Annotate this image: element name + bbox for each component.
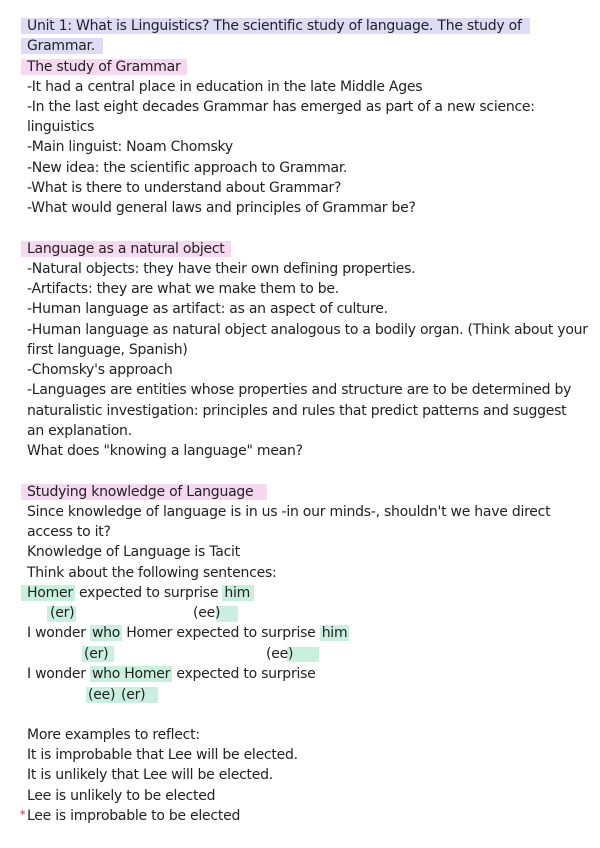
knowledge-line: Knowledge of Language is Tacit	[27, 544, 240, 560]
more-examples-line: It is improbable that Lee will be elected.	[27, 747, 298, 763]
annotation-er-2: (er)	[84, 646, 109, 662]
natural-object-line: naturalistic investigation: principles and rules that predict patterns and suggest	[27, 403, 567, 419]
example-2-middle: Homer expected to surprise	[122, 625, 320, 641]
grammar-line: -What would general laws and principles of Grammar be?	[27, 200, 416, 216]
grammar-line: -In the last eight decades Grammar has emerged as part of a new science:	[27, 99, 535, 115]
example-sentence-1	[21, 583, 254, 603]
unit-title-line-1	[27, 16, 530, 36]
natural-object-line: first language, Spanish)	[27, 342, 188, 358]
highlight-homer: Homer	[21, 585, 75, 601]
example-3-start: I wonder	[27, 666, 90, 682]
grammar-line: linguistics	[27, 119, 95, 135]
natural-object-line: -Human language as artifact: as an aspect of culture.	[27, 301, 388, 317]
grammar-line: -Main linguist: Noam Chomsky	[27, 139, 233, 155]
annotation-ee-1: (ee)	[193, 605, 221, 621]
example-3-end: expected to surprise	[172, 666, 316, 682]
section-heading-grammar-text: The study of Grammar	[21, 59, 187, 75]
more-examples-line: More examples to reflect:	[27, 727, 200, 743]
grammar-line: -It had a central place in education in the late Middle Ages	[27, 79, 423, 95]
annotation-ee-3: (ee)	[88, 687, 116, 703]
grammar-line: -What is there to understand about Grammar?	[27, 180, 342, 196]
grammar-line: -New idea: the scientific approach to Grammar.	[27, 160, 348, 176]
knowledge-line: Think about the following sentences:	[27, 565, 277, 581]
natural-object-line: an explanation.	[27, 423, 132, 439]
knowledge-line: access to it?	[27, 524, 111, 540]
annotation-ee-2: (ee)	[266, 646, 294, 662]
example-sentence-3	[27, 664, 316, 684]
natural-object-line: -Chomsky's approach	[27, 362, 173, 378]
annotation-er-1: (er)	[50, 605, 75, 621]
natural-object-line: What does "knowing a language" mean?	[27, 443, 303, 459]
natural-object-line: -Natural objects: they have their own defining properties.	[27, 261, 416, 277]
natural-object-line: -Artifacts: they are what we make them to be.	[27, 281, 339, 297]
natural-object-line: -Languages are entities whose properties and structure are to be determined by	[27, 382, 572, 398]
annotation-er-3: (er)	[121, 687, 146, 703]
section-heading-knowledge-text: Studying knowledge of Language	[21, 484, 267, 500]
more-examples-line: Lee is improbable to be elected	[27, 808, 241, 824]
natural-object-line: -Human language as natural object analogous to a bodily organ. (Think about your	[27, 322, 588, 338]
highlight-who-homer: who Homer	[91, 666, 171, 682]
ungrammatical-asterisk: *	[20, 808, 26, 821]
example-2-start: I wonder	[27, 625, 90, 641]
unit-title-highlight-1: Unit 1: What is Linguistics? The scientific study of language. The study of	[21, 18, 530, 34]
section-heading-natural-object-text: Language as a natural object	[21, 241, 231, 257]
knowledge-line: Since knowledge of language is in us -in our minds-, shouldn't we have direct	[27, 504, 551, 520]
example-1-middle: expected to surprise	[74, 585, 223, 601]
more-examples-line: It is unlikely that Lee will be elected.	[27, 767, 273, 783]
highlight-who-1: who	[91, 625, 121, 641]
more-examples-line: Lee is unlikely to be elected	[27, 788, 216, 804]
section-heading-grammar	[27, 57, 187, 77]
example-sentence-2	[27, 623, 349, 643]
unit-title-highlight-2: Grammar.	[21, 38, 103, 54]
section-heading-knowledge	[27, 482, 267, 502]
highlight-him: him	[222, 585, 254, 601]
unit-title-line-2	[27, 36, 103, 56]
section-heading-natural-object	[27, 239, 231, 259]
highlight-him-2: him	[321, 625, 348, 641]
